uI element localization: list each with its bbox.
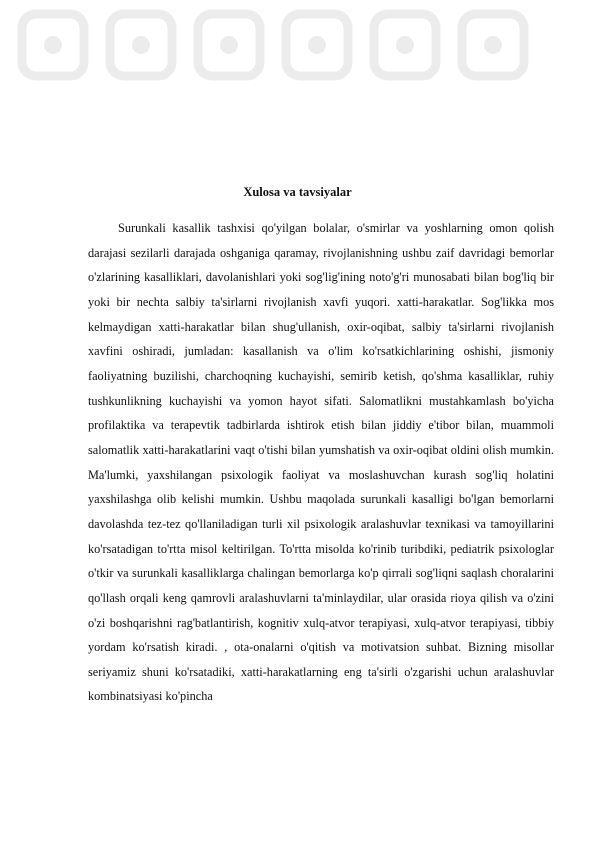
document-watermark-icon	[0, 0, 595, 110]
section-title: Xulosa va tavsiyalar	[243, 185, 352, 199]
body-paragraph: Surunkali kasallik tashxisi qo'yilgan bolalar, o'smirlar va yoshlarning omon qolish darajasi sezilarli darajada oshganiga qaramay, rivojlanishning ushbu zaif davridagi bemorlar o'zlarining kasalliklari, davolanishlari yoki sog'lig'ining noto'g'ri munosabati bilan bog'liq bir yoki bir nechta salbiy ta'sirlarni rivojlanish xavfi yuqori. xatti-harakatlar. Sog'likka mos kelmaydigan xatti-harakatlar bilan shug'ullanish, oxir-oqibat, salbiy ta'sirlarni rivojlanish xavfini oshiradi, jumladan: kasallanish va o'lim ko'rsatkichlarining oshishi, jismoniy faoliyatning buzilishi, charchoqning kuchayishi, semirib ketish, qo'shma kasalliklar, ruhiy tushkunlikning kuchayishi va yomon hayot sifati. Salomatlikni mustahkamlash bo'yicha profilaktika va terapevtik tadbirlarda ishtirok etish bilan jiddiy e'tibor bilan, muammoli salomatlik xatti-harakatlarini vaqt o'tishi bilan yumshatish va oxir-oqibat oldini olish mumkin. Ma'lumki, yaxshilangan psixologik faoliyat va moslashuvchan kurash sog'liq holatini yaxshilashga olib kelishi mumkin. Ushbu maqolada surunkali kasalligi bo'lgan bemorlarni davolashda tez-tez qo'llaniladigan turli xil psixologik aralashuvlar texnikasi va tamoyillarini ko'rsatadigan to'rtta misol keltirilgan. To'rtta misolda ko'rinib turibdiki, pediatrik psixologlar o'tkir va surunkali kasalliklarga chalingan bemorlarga ko'p qirrali sog'liqni saqlash choralarini qo'llash orqali keng qamrovli aralashuvlarni ta'minlaydilar, ular orasida rioya qilish va o'zini o'zi boshqarishni rag'batlantirish, kognitiv xulq-atvor terapiyasi, xulq-atvor terapiyasi, tibbiy yordam ko'rsatish kiradi. , ota-onalarni o'qitish va motivatsion suhbat. Bizning misollar seriyamiz shuni ko'rsatadiki, xatti-harakatlarning eng ta'sirli o'zgarishi uchun aralashuvlar kombinatsiyasi ko'pincha	[88, 221, 554, 704]
